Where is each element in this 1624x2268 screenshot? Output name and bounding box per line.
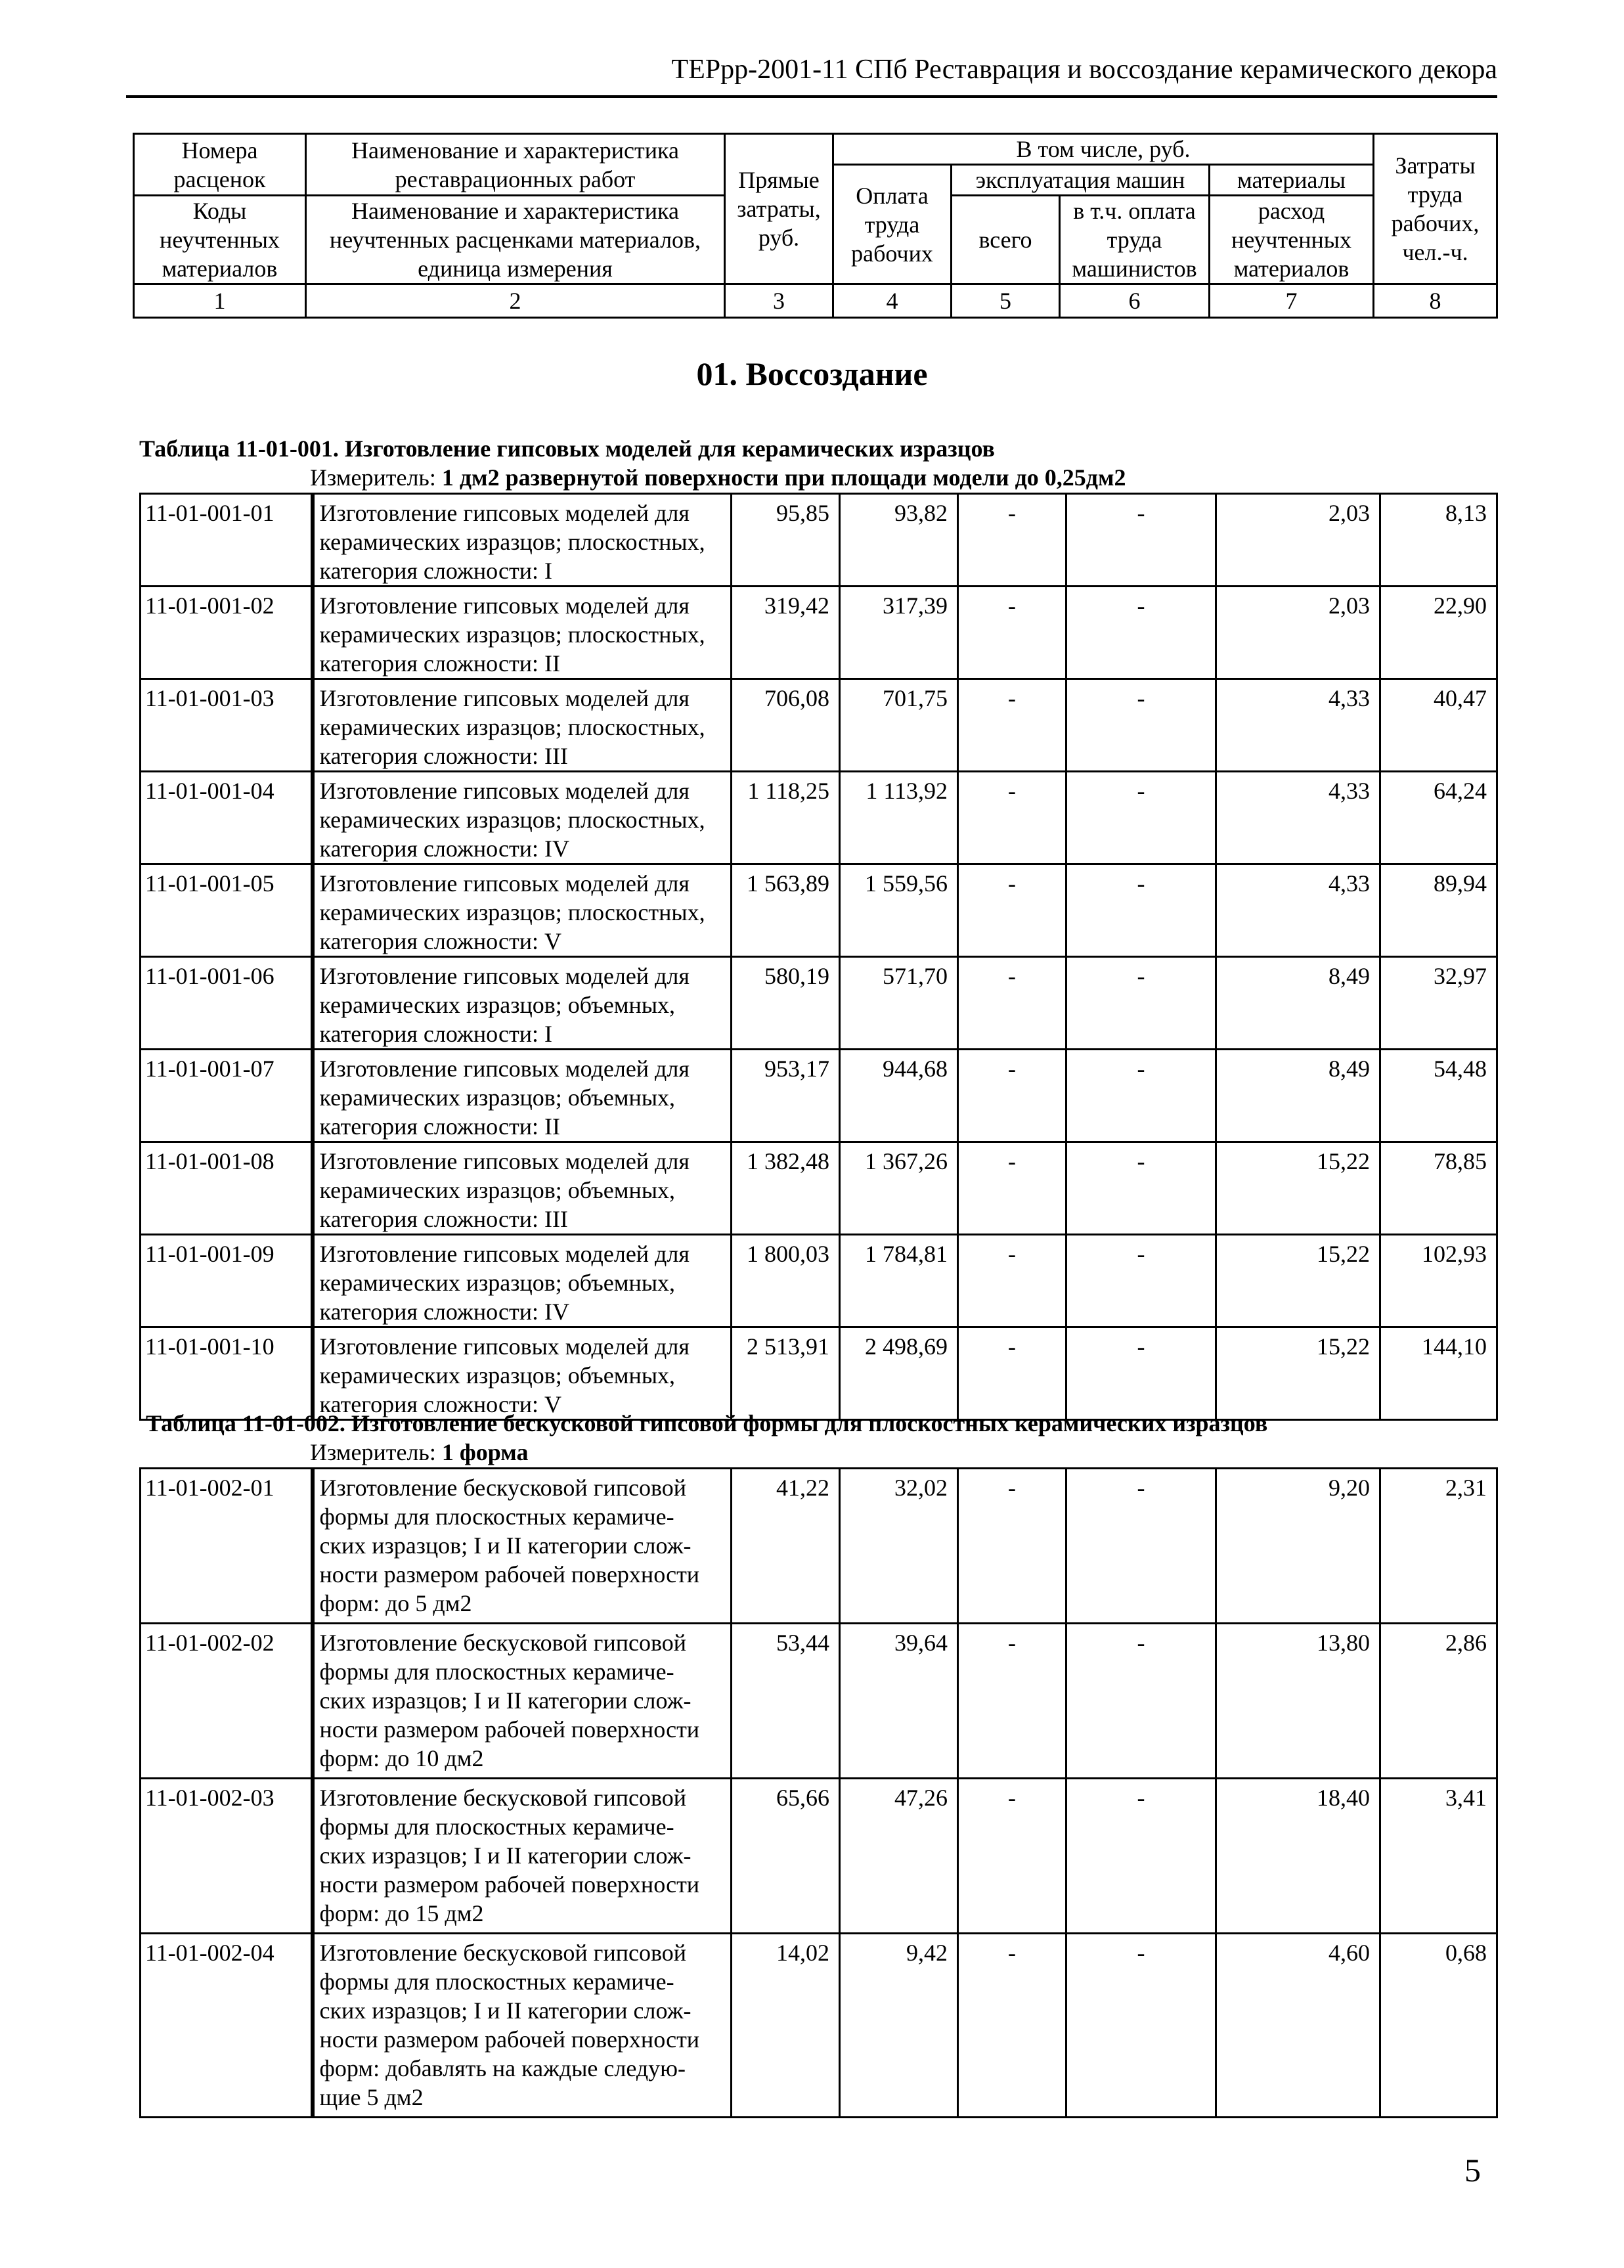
description-line: Изготовление гипсовых моделей для <box>319 1333 690 1360</box>
col6-header-line: в т.ч. оплата <box>1073 198 1196 224</box>
machines-header: эксплуатация машин <box>952 165 1210 196</box>
col4-header-line: рабочих <box>851 240 933 267</box>
table-row <box>141 772 1497 864</box>
rate-code: 11-01-001-10 <box>141 1327 313 1420</box>
rate-code: 11-01-002-03 <box>141 1779 313 1934</box>
work-description <box>313 587 732 679</box>
col2-header-line: единица измерения <box>418 256 613 282</box>
labor-hours: 2,31 <box>1380 1469 1497 1624</box>
description-line: формы для плоскостных керамиче- <box>319 1658 674 1685</box>
materials-cost: 4,33 <box>1216 772 1380 864</box>
direct-costs: 65,66 <box>732 1779 840 1934</box>
labor-hours: 54,48 <box>1380 1050 1497 1142</box>
labor-hours: 3,41 <box>1380 1779 1497 1934</box>
machines-total: - <box>958 1624 1066 1779</box>
materials-header: материалы <box>1210 165 1374 196</box>
description-line: ских изразцов; I и II категории слож- <box>319 1997 691 2024</box>
col2-header-line: Наименование и характеристика <box>351 137 679 164</box>
labor-pay: 1 367,26 <box>840 1142 958 1235</box>
table-row <box>141 1327 1497 1420</box>
description-line: категория сложности: II <box>319 1113 560 1140</box>
description-line: керамических изразцов; объемных, <box>319 992 676 1018</box>
materials-cost: 15,22 <box>1216 1327 1380 1420</box>
rate-code: 11-01-001-01 <box>141 494 313 587</box>
description-line: Изготовление гипсовых моделей для <box>319 592 690 619</box>
rate-code: 11-01-001-06 <box>141 957 313 1050</box>
col3-header <box>725 134 833 284</box>
col4-header-line: Оплата <box>856 182 929 209</box>
table1-caption: Таблица 11-01-001. Изготовление гипсовых моделей для керамических изразцов <box>139 435 995 462</box>
work-description <box>313 1779 732 1934</box>
description-line: Изготовление гипсовых моделей для <box>319 685 690 711</box>
col7-header-line: расход <box>1258 198 1325 224</box>
direct-costs: 1 118,25 <box>732 772 840 864</box>
col-number: 1 <box>134 284 306 318</box>
description-line: Изготовление бескусковой гипсовой <box>319 1475 686 1501</box>
description-line: ских изразцов; I и II категории слож- <box>319 1842 691 1869</box>
description-line: Изготовление гипсовых моделей для <box>319 500 690 526</box>
direct-costs: 1 563,89 <box>732 864 840 957</box>
work-description <box>313 957 732 1050</box>
description-line: керамических изразцов; плоскостных, <box>319 807 705 833</box>
description-line: Изготовление гипсовых моделей для <box>319 870 690 897</box>
description-line: керамических изразцов; плоскостных, <box>319 529 705 555</box>
page-number: 5 <box>1464 2152 1481 2189</box>
col3-header-line: затраты, <box>737 196 821 222</box>
description-line: формы для плоскостных керамиче- <box>319 1813 674 1840</box>
col8-header <box>1374 134 1497 284</box>
rate-code: 11-01-001-09 <box>141 1235 313 1327</box>
table-row <box>141 864 1497 957</box>
col6-header-line: труда <box>1107 227 1162 253</box>
table-row <box>141 1779 1497 1934</box>
machines-total: - <box>958 587 1066 679</box>
description-line: категория сложности: II <box>319 650 560 677</box>
labor-hours: 8,13 <box>1380 494 1497 587</box>
description-line: категория сложности: IV <box>319 835 569 862</box>
table1 <box>139 493 1498 1421</box>
machinists-pay: - <box>1066 1934 1216 2118</box>
labor-hours: 0,68 <box>1380 1934 1497 2118</box>
work-description <box>313 1050 732 1142</box>
direct-costs: 319,42 <box>732 587 840 679</box>
labor-hours: 2,86 <box>1380 1624 1497 1779</box>
machinists-pay: - <box>1066 1235 1216 1327</box>
labor-hours: 22,90 <box>1380 587 1497 679</box>
description-line: форм: до 15 дм2 <box>319 1900 484 1926</box>
description-line: формы для плоскостных керамиче- <box>319 1968 674 1995</box>
labor-pay: 1 559,56 <box>840 864 958 957</box>
labor-hours: 32,97 <box>1380 957 1497 1050</box>
description-line: керамических изразцов; объемных, <box>319 1270 676 1296</box>
col4-header <box>833 165 952 284</box>
col7-header <box>1210 196 1374 284</box>
col-number: 8 <box>1374 284 1497 318</box>
col1-header-top <box>134 134 306 196</box>
work-description <box>313 1934 732 2118</box>
work-description <box>313 864 732 957</box>
work-description <box>313 1327 732 1420</box>
materials-cost: 8,49 <box>1216 1050 1380 1142</box>
col1-header-line: расценок <box>173 166 266 192</box>
direct-costs: 1 382,48 <box>732 1142 840 1235</box>
description-line: форм: до 10 дм2 <box>319 1745 484 1771</box>
direct-costs: 14,02 <box>732 1934 840 2118</box>
col-number: 6 <box>1060 284 1210 318</box>
materials-cost: 4,60 <box>1216 1934 1380 2118</box>
labor-pay: 9,42 <box>840 1934 958 2118</box>
meter-value: 1 дм2 развернутой поверхности при площади модели до 0,25дм2 <box>441 464 1126 491</box>
col2-header-bottom <box>306 196 725 284</box>
table-row <box>141 587 1497 679</box>
col6-header <box>1060 196 1210 284</box>
col2-header-line: неучтенных расценками материалов, <box>329 227 701 253</box>
labor-pay: 2 498,69 <box>840 1327 958 1420</box>
col4-header-line: труда <box>864 211 920 238</box>
work-description <box>313 772 732 864</box>
work-description <box>313 1142 732 1235</box>
col1-header-line: Номера <box>181 137 258 164</box>
machinists-pay: - <box>1066 1050 1216 1142</box>
labor-hours: 64,24 <box>1380 772 1497 864</box>
machines-total: - <box>958 864 1066 957</box>
description-line: Изготовление гипсовых моделей для <box>319 778 690 804</box>
labor-hours: 40,47 <box>1380 679 1497 772</box>
labor-pay: 47,26 <box>840 1779 958 1934</box>
table-row <box>141 1934 1497 2118</box>
rate-code: 11-01-001-07 <box>141 1050 313 1142</box>
table-row <box>141 1469 1497 1624</box>
col3-header-line: руб. <box>758 225 800 251</box>
materials-cost: 2,03 <box>1216 494 1380 587</box>
col1-header-bottom <box>134 196 306 284</box>
labor-pay: 93,82 <box>840 494 958 587</box>
direct-costs: 53,44 <box>732 1624 840 1779</box>
description-line: керамических изразцов; объемных, <box>319 1084 676 1111</box>
description-line: ности размером рабочей поверхности <box>319 1716 700 1743</box>
labor-pay: 32,02 <box>840 1469 958 1624</box>
col3-header-line: Прямые <box>738 167 820 193</box>
table2-caption: Таблица 11-01-002. Изготовление бескусковой гипсовой формы для плоскостных керамических изразцов <box>146 1410 1268 1436</box>
section-title: 01. Воссоздание <box>696 355 928 392</box>
table-row <box>141 679 1497 772</box>
description-line: категория сложности: I <box>319 558 552 584</box>
col8-header-line: труда <box>1407 181 1463 208</box>
labor-hours: 102,93 <box>1380 1235 1497 1327</box>
document-header-title: ТЕРрр-2001-11 СПб Реставрация и воссоздание керамического декора <box>671 55 1497 85</box>
machinists-pay: - <box>1066 1469 1216 1624</box>
column-header-table <box>133 133 1498 319</box>
labor-pay: 944,68 <box>840 1050 958 1142</box>
rate-code: 11-01-001-08 <box>141 1142 313 1235</box>
col1-header-line: материалов <box>162 256 278 282</box>
machinists-pay: - <box>1066 957 1216 1050</box>
col2-header-line: Наименование и характеристика <box>351 198 679 224</box>
labor-pay: 39,64 <box>840 1624 958 1779</box>
col-number: 7 <box>1210 284 1374 318</box>
description-line: Изготовление гипсовых моделей для <box>319 1148 690 1174</box>
col-number: 4 <box>833 284 952 318</box>
work-description <box>313 1624 732 1779</box>
machinists-pay: - <box>1066 587 1216 679</box>
machines-total: - <box>958 679 1066 772</box>
machines-total: - <box>958 1469 1066 1624</box>
materials-cost: 2,03 <box>1216 587 1380 679</box>
materials-cost: 4,33 <box>1216 679 1380 772</box>
description-line: керамических изразцов; объемных, <box>319 1362 676 1389</box>
description-line: ских изразцов; I и II категории слож- <box>319 1532 691 1559</box>
machinists-pay: - <box>1066 494 1216 587</box>
description-line: ности размером рабочей поверхности <box>319 1871 700 1898</box>
machines-total: - <box>958 1327 1066 1420</box>
direct-costs: 41,22 <box>732 1469 840 1624</box>
machines-total: - <box>958 957 1066 1050</box>
machinists-pay: - <box>1066 1142 1216 1235</box>
col2-header-top <box>306 134 725 196</box>
materials-cost: 15,22 <box>1216 1235 1380 1327</box>
materials-cost: 18,40 <box>1216 1779 1380 1934</box>
work-description <box>313 1235 732 1327</box>
table-row <box>141 1235 1497 1327</box>
col-number: 5 <box>952 284 1060 318</box>
description-line: Изготовление гипсовых моделей для <box>319 1241 690 1267</box>
description-line: ности размером рабочей поверхности <box>319 1561 700 1588</box>
table2-meter <box>310 1438 529 1466</box>
col1-header-line: неучтенных <box>160 227 280 253</box>
description-line: керамических изразцов; плоскостных, <box>319 899 705 925</box>
table-row <box>141 957 1497 1050</box>
meter-label: Измеритель: <box>310 464 442 491</box>
labor-hours: 89,94 <box>1380 864 1497 957</box>
rate-code: 11-01-002-01 <box>141 1469 313 1624</box>
description-line: форм: добавлять на каждые следую- <box>319 2055 686 2081</box>
machinists-pay: - <box>1066 1624 1216 1779</box>
labor-hours: 78,85 <box>1380 1142 1497 1235</box>
machinists-pay: - <box>1066 864 1216 957</box>
table-row <box>141 1624 1497 1779</box>
col8-header-line: чел.-ч. <box>1402 239 1468 265</box>
machines-total: - <box>958 1235 1066 1327</box>
description-line: щие 5 дм2 <box>319 2084 424 2110</box>
col5-header: всего <box>952 196 1060 284</box>
description-line: категория сложности: III <box>319 1206 568 1232</box>
work-description <box>313 1469 732 1624</box>
description-line: керамических изразцов; плоскостных, <box>319 714 705 740</box>
machines-total: - <box>958 1142 1066 1235</box>
machines-total: - <box>958 772 1066 864</box>
description-line: керамических изразцов; плоскостных, <box>319 621 705 648</box>
materials-cost: 9,20 <box>1216 1469 1380 1624</box>
description-line: категория сложности: V <box>319 1391 561 1417</box>
group-header: В том числе, руб. <box>833 134 1374 165</box>
direct-costs: 1 800,03 <box>732 1235 840 1327</box>
col7-header-line: неучтенных <box>1231 227 1351 253</box>
table-row <box>141 1050 1497 1142</box>
col1-header-line: Коды <box>192 198 247 224</box>
labor-pay: 317,39 <box>840 587 958 679</box>
machines-total: - <box>958 494 1066 587</box>
header-rule <box>126 95 1497 98</box>
work-description <box>313 494 732 587</box>
direct-costs: 2 513,91 <box>732 1327 840 1420</box>
description-line: ности размером рабочей поверхности <box>319 2026 700 2053</box>
description-line: категория сложности: V <box>319 928 561 954</box>
description-line: ских изразцов; I и II категории слож- <box>319 1687 691 1714</box>
materials-cost: 13,80 <box>1216 1624 1380 1779</box>
machinists-pay: - <box>1066 679 1216 772</box>
description-line: формы для плоскостных керамиче- <box>319 1503 674 1530</box>
description-line: Изготовление бескусковой гипсовой <box>319 1785 686 1811</box>
direct-costs: 953,17 <box>732 1050 840 1142</box>
machinists-pay: - <box>1066 1327 1216 1420</box>
table2 <box>139 1467 1498 2118</box>
labor-hours: 144,10 <box>1380 1327 1497 1420</box>
meter-label: Измеритель: <box>310 1439 442 1465</box>
direct-costs: 706,08 <box>732 679 840 772</box>
labor-pay: 571,70 <box>840 957 958 1050</box>
description-line: Изготовление бескусковой гипсовой <box>319 1940 686 1966</box>
materials-cost: 8,49 <box>1216 957 1380 1050</box>
machines-total: - <box>958 1050 1066 1142</box>
direct-costs: 580,19 <box>732 957 840 1050</box>
description-line: категория сложности: III <box>319 743 568 769</box>
labor-pay: 1 784,81 <box>840 1235 958 1327</box>
direct-costs: 95,85 <box>732 494 840 587</box>
rate-code: 11-01-002-04 <box>141 1934 313 2118</box>
col8-header-line: Затраты <box>1395 152 1476 179</box>
table-row <box>141 1142 1497 1235</box>
machines-total: - <box>958 1934 1066 2118</box>
description-line: форм: до 5 дм2 <box>319 1590 472 1616</box>
labor-pay: 1 113,92 <box>840 772 958 864</box>
rate-code: 11-01-001-03 <box>141 679 313 772</box>
col7-header-line: материалов <box>1233 256 1350 282</box>
machinists-pay: - <box>1066 1779 1216 1934</box>
machinists-pay: - <box>1066 772 1216 864</box>
rate-code: 11-01-001-04 <box>141 772 313 864</box>
materials-cost: 4,33 <box>1216 864 1380 957</box>
rate-code: 11-01-001-05 <box>141 864 313 957</box>
labor-pay: 701,75 <box>840 679 958 772</box>
rate-code: 11-01-001-02 <box>141 587 313 679</box>
col6-header-line: машинистов <box>1072 256 1197 282</box>
materials-cost: 15,22 <box>1216 1142 1380 1235</box>
meter-value: 1 форма <box>441 1439 529 1465</box>
table1-meter <box>310 464 1126 491</box>
col2-header-line: реставрационных работ <box>395 166 636 192</box>
machines-total: - <box>958 1779 1066 1934</box>
description-line: Изготовление бескусковой гипсовой <box>319 1630 686 1656</box>
work-description <box>313 679 732 772</box>
rate-code: 11-01-002-02 <box>141 1624 313 1779</box>
description-line: Изготовление гипсовых моделей для <box>319 963 690 989</box>
col8-header-line: рабочих, <box>1391 210 1480 236</box>
description-line: категория сложности: IV <box>319 1299 569 1325</box>
table-row <box>141 494 1497 587</box>
col-number: 2 <box>306 284 725 318</box>
description-line: категория сложности: I <box>319 1021 552 1047</box>
description-line: Изготовление гипсовых моделей для <box>319 1056 690 1082</box>
description-line: керамических изразцов; объемных, <box>319 1177 676 1203</box>
col-number: 3 <box>725 284 833 318</box>
